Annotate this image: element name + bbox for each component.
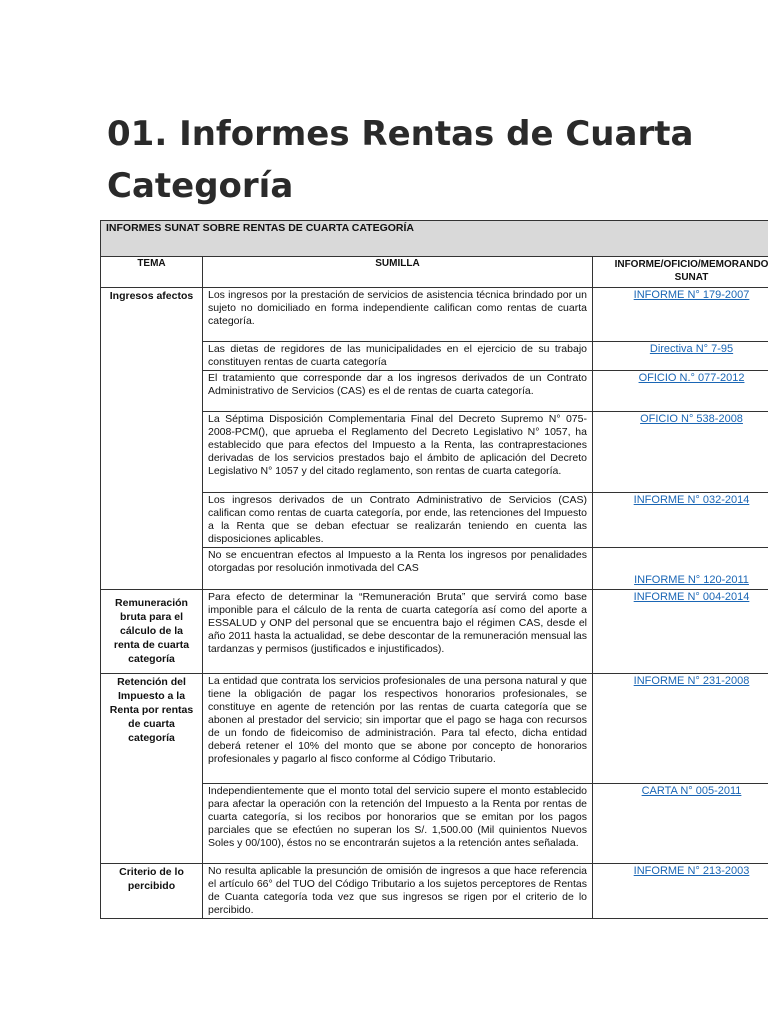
reference-link[interactable]: INFORME N° 213-2003 — [633, 865, 750, 877]
reference-cell — [593, 864, 768, 919]
reference-link[interactable]: INFORME N° 004-2014 — [633, 591, 750, 603]
reference-cell — [593, 493, 768, 548]
sumilla-cell: No resulta aplicable la presunción de omisión de ingresos a que hace referencia el artículo 66° del TUO del Código Tributario a los sujetos perceptores de Rentas de Cuanta categoría toda vez que sus ingresos se rigen por el criterio de lo percibido. — [203, 864, 593, 919]
reference-link[interactable]: CARTA N° 005-2011 — [641, 785, 742, 797]
sumilla-cell: Los ingresos derivados de un Contrato Administrativo de Servicios (CAS) califican como rentas de cuarta categoría, por ende, las retenciones del Impuesto a la Renta que se deban efectuar se realizarán teniendo en cuenta las disposiciones aplicables. — [203, 493, 593, 548]
tema-cell: Ingresos afectos — [101, 288, 203, 590]
reference-cell — [593, 371, 768, 412]
reference-cell — [593, 590, 768, 674]
sumilla-cell: La entidad que contrata los servicios profesionales de una persona natural y que tiene la obligación de pagar los respectivos honorarios profesionales, se constituye en agente de retención por las rentas de cuarta categoría que se abonen al prestador del servicio; sin importar que el pago se haga con recursos de un fondo de fideicomiso de administración. Para tal efecto, dicha entidad deberá retener el 10% del monto que se abone por concepto de honorarios profesionales y pagarlo al fisco conforme al Código Tributario. — [203, 674, 593, 784]
tema-cell: Criterio de lo percibido — [101, 864, 203, 919]
reference-cell — [593, 784, 768, 864]
reference-link[interactable]: INFORME N° 231-2008 — [633, 675, 750, 687]
table-banner: INFORMES SUNAT SOBRE RENTAS DE CUARTA CATEGORÍA — [101, 221, 768, 257]
table-row — [101, 288, 768, 342]
sumilla-cell: La Séptima Disposición Complementaria Final del Decreto Supremo N° 075-2008-PCM(), que aprueba el Reglamento del Decreto Legislativo N° 1057, ha establecido que para efectos del Impuesto a la Renta, las contraprestaciones derivadas de los servicios prestados bajo el ámbito de aplicación del Decreto Legislativo N° 1057 y del citado reglamento, son rentas de cuarta categoría. — [203, 412, 593, 493]
table-row — [101, 864, 768, 919]
table-row — [101, 674, 768, 784]
tema-cell: Retención del Impuesto a la Renta por rentas de cuarta categoría — [101, 674, 203, 864]
page-title: 01. Informes Rentas de Cuarta Categoría — [107, 114, 694, 206]
reference-link[interactable]: INFORME N° 179-2007 — [633, 289, 750, 301]
reference-link[interactable]: INFORME N° 120-2011 — [634, 574, 749, 586]
sumilla-cell: Para efecto de determinar la “Remuneración Bruta” que servirá como base imponible para el cálculo de la renta de cuarta categoría así como del aporte a ESSALUD y ONP del personal que se encuentra bajo el régimen CAS, desde el año 2011 hasta la actualidad, se debe descontar de la remuneración mensual las tardanzas y permisos (justificados e injustificados). — [203, 590, 593, 674]
tema-cell: Remuneración bruta para el cálculo de la renta de cuarta categoría — [101, 590, 203, 674]
header-referencia: INFORME/OFICIO/MEMORANDO SUNAT — [593, 257, 768, 288]
sumilla-cell: El tratamiento que corresponde dar a los ingresos derivados de un Contrato Administrativo de Servicios (CAS) es el de rentas de cuarta categoría. — [203, 371, 593, 412]
reference-cell — [593, 412, 768, 493]
table-row — [101, 590, 768, 674]
sumilla-cell: Los ingresos por la prestación de servicios de asistencia técnica brindado por un sujeto no domiciliado en forma independiente califican como rentas de cuarta categoría. — [203, 288, 593, 342]
sumilla-cell: Las dietas de regidores de las municipalidades en el ejercicio de su trabajo constituyen rentas de cuarta categoría — [203, 342, 593, 371]
reference-cell — [593, 674, 768, 784]
reference-cell — [593, 548, 768, 590]
informes-table — [100, 220, 768, 919]
sumilla-cell: Independientemente que el monto total del servicio supere el monto establecido para afectar la operación con la retención del Impuesto a la Renta por rentas de cuarta categoría, si los recibos por honorarios que se emitan por los pagos parciales que se efectúen no superan los S/. 1,500.00 (Mil quinientos Nuevos Soles y 00/100), éstos no se encontrarán sujetos a la retención antes señalada. — [203, 784, 593, 864]
reference-cell — [593, 342, 768, 371]
header-sumilla: SUMILLA — [203, 257, 593, 288]
reference-cell — [593, 288, 768, 342]
reference-link[interactable]: OFICIO N.° 077-2012 — [638, 372, 745, 384]
reference-link[interactable]: OFICIO N° 538-2008 — [640, 413, 743, 425]
sumilla-cell: No se encuentran efectos al Impuesto a la Renta los ingresos por penalidades otorgadas por resolución inmotivada del CAS — [203, 548, 593, 590]
header-tema: TEMA — [101, 257, 203, 288]
reference-link[interactable]: INFORME N° 032-2014 — [633, 494, 750, 506]
reference-link[interactable]: Directiva N° 7-95 — [649, 343, 734, 355]
